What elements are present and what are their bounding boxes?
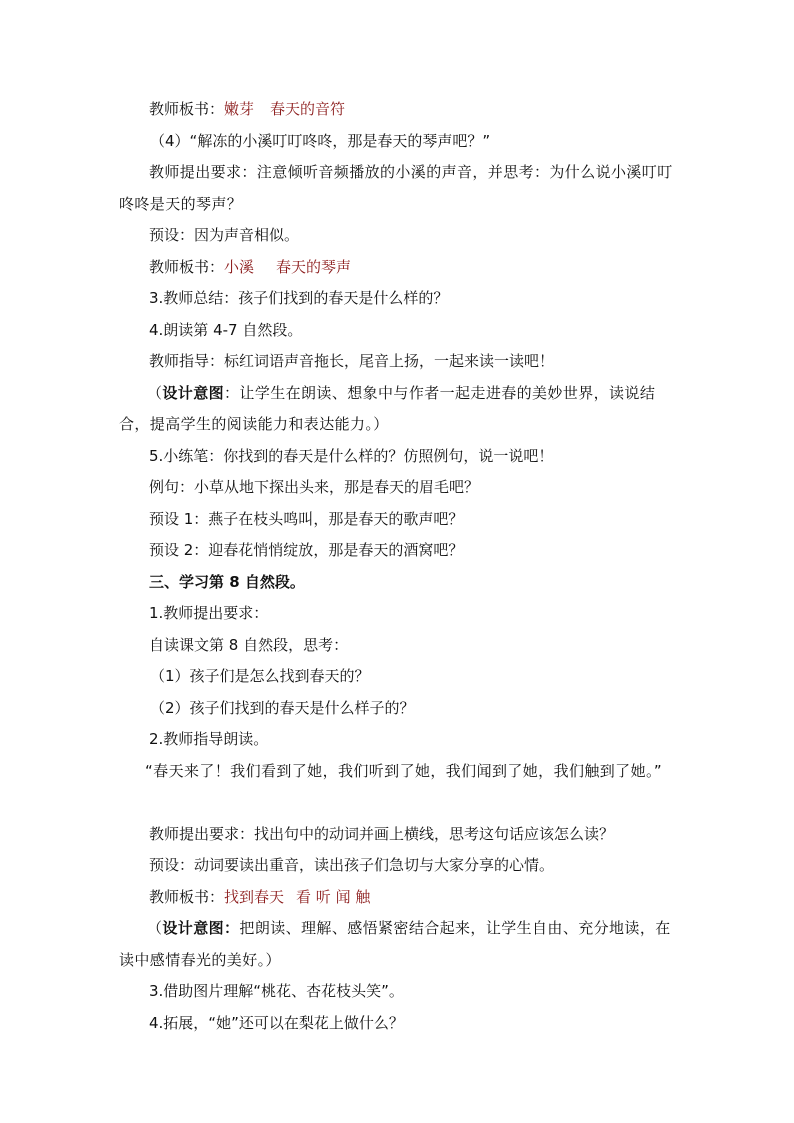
board-word-nenya: 嫩芽 [224,100,255,118]
design-intent-1: （设计意图：让学生在朗读、想象中与作者一起走进春的美妙世界，读说结合，提高学生的阅读能力和表达能力。） [119,383,656,433]
example-sentence: 例句：小草从地下探出头来，那是春天的眉毛吧？ [149,478,480,496]
writing-practice: 5.小练笔：你找到的春天是什么样的？仿照例句，说一说吧！ [149,446,554,465]
question-1: （1）孩子们是怎么找到春天的？ [150,667,370,685]
question-2: （2）孩子们找到的春天是什么样子的？ [150,698,415,717]
board-word-verbs: 看 听 闻 触 [296,887,371,906]
board-word-xiaoxi: 小溪 [224,257,255,276]
design-intent-label: 设计意图 [162,383,225,402]
preset-2: 预设：动词要读出重音，读出孩子们急切与大家分享的心情。 [149,856,555,874]
teacher-requirement-3: 教师提出要求：找出句中的动词并画上横线，思考这句话应该怎么读？ [149,824,615,843]
preset-sentence-1: 预设 1：燕子在枝头鸣叫，那是春天的歌声吧？ [149,509,464,528]
section-heading-3: 三、学习第 8 自然段。 [149,572,305,591]
design-intent-label-2: 设计意图： [162,919,240,937]
board-word-qinsheng: 春天的琴声 [276,257,352,276]
board-word-yinfu: 春天的音符 [270,100,346,118]
teacher-summary: 3.教师总结：孩子们找到的春天是什么样的？ [149,289,449,307]
document-body [119,94,679,1039]
quote-4: （4）“解冻的小溪叮叮咚咚，那是春天的琴声吧？” [150,131,491,150]
preset-1: 预设：因为声音相似。 [149,226,300,244]
preset-sentence-2: 预设 2：迎春花悄悄绽放，那是春天的酒窝吧？ [149,541,464,559]
teacher-guidance: 教师指导：标红词语声音拖长，尾音上扬，一起来读一读吧！ [149,352,555,370]
extension-question: 4.拓展，“她”还可以在梨花上做什么？ [149,1013,404,1032]
board-note-3: 教师板书：找到春天 看 听 闻 触 [149,887,371,906]
picture-understanding: 3.借助图片理解“桃花、杏花枝头笑”。 [149,982,404,1000]
spring-quote: “春天来了！我们看到了她，我们听到了她，我们闻到了她，我们触到了她。” [145,761,663,780]
board-note-1: 教师板书：嫩芽 春天的音符 [149,100,346,118]
board-word-zhaodao: 找到春天 [224,887,285,906]
read-paragraphs: 4.朗读第 4-7 自然段。 [149,320,303,339]
teacher-requirement-2: 1.教师提出要求： [149,604,269,622]
teacher-requirement-1: 教师提出要求：注意倾听音频播放的小溪的声音，并思考：为什么说小溪叮叮咚咚是天的琴声？ [119,163,673,213]
guided-reading: 2.教师指导朗读。 [149,730,269,748]
design-intent-2: （设计意图：把朗读、理解、感悟紧密结合起来，让学生自由、充分地读，在读中感情春光的美好。） [119,919,671,969]
board-note-2: 教师板书：小溪 春天的琴声 [149,257,352,276]
self-read-instruction: 自读课文第 8 自然段，思考： [149,635,349,654]
